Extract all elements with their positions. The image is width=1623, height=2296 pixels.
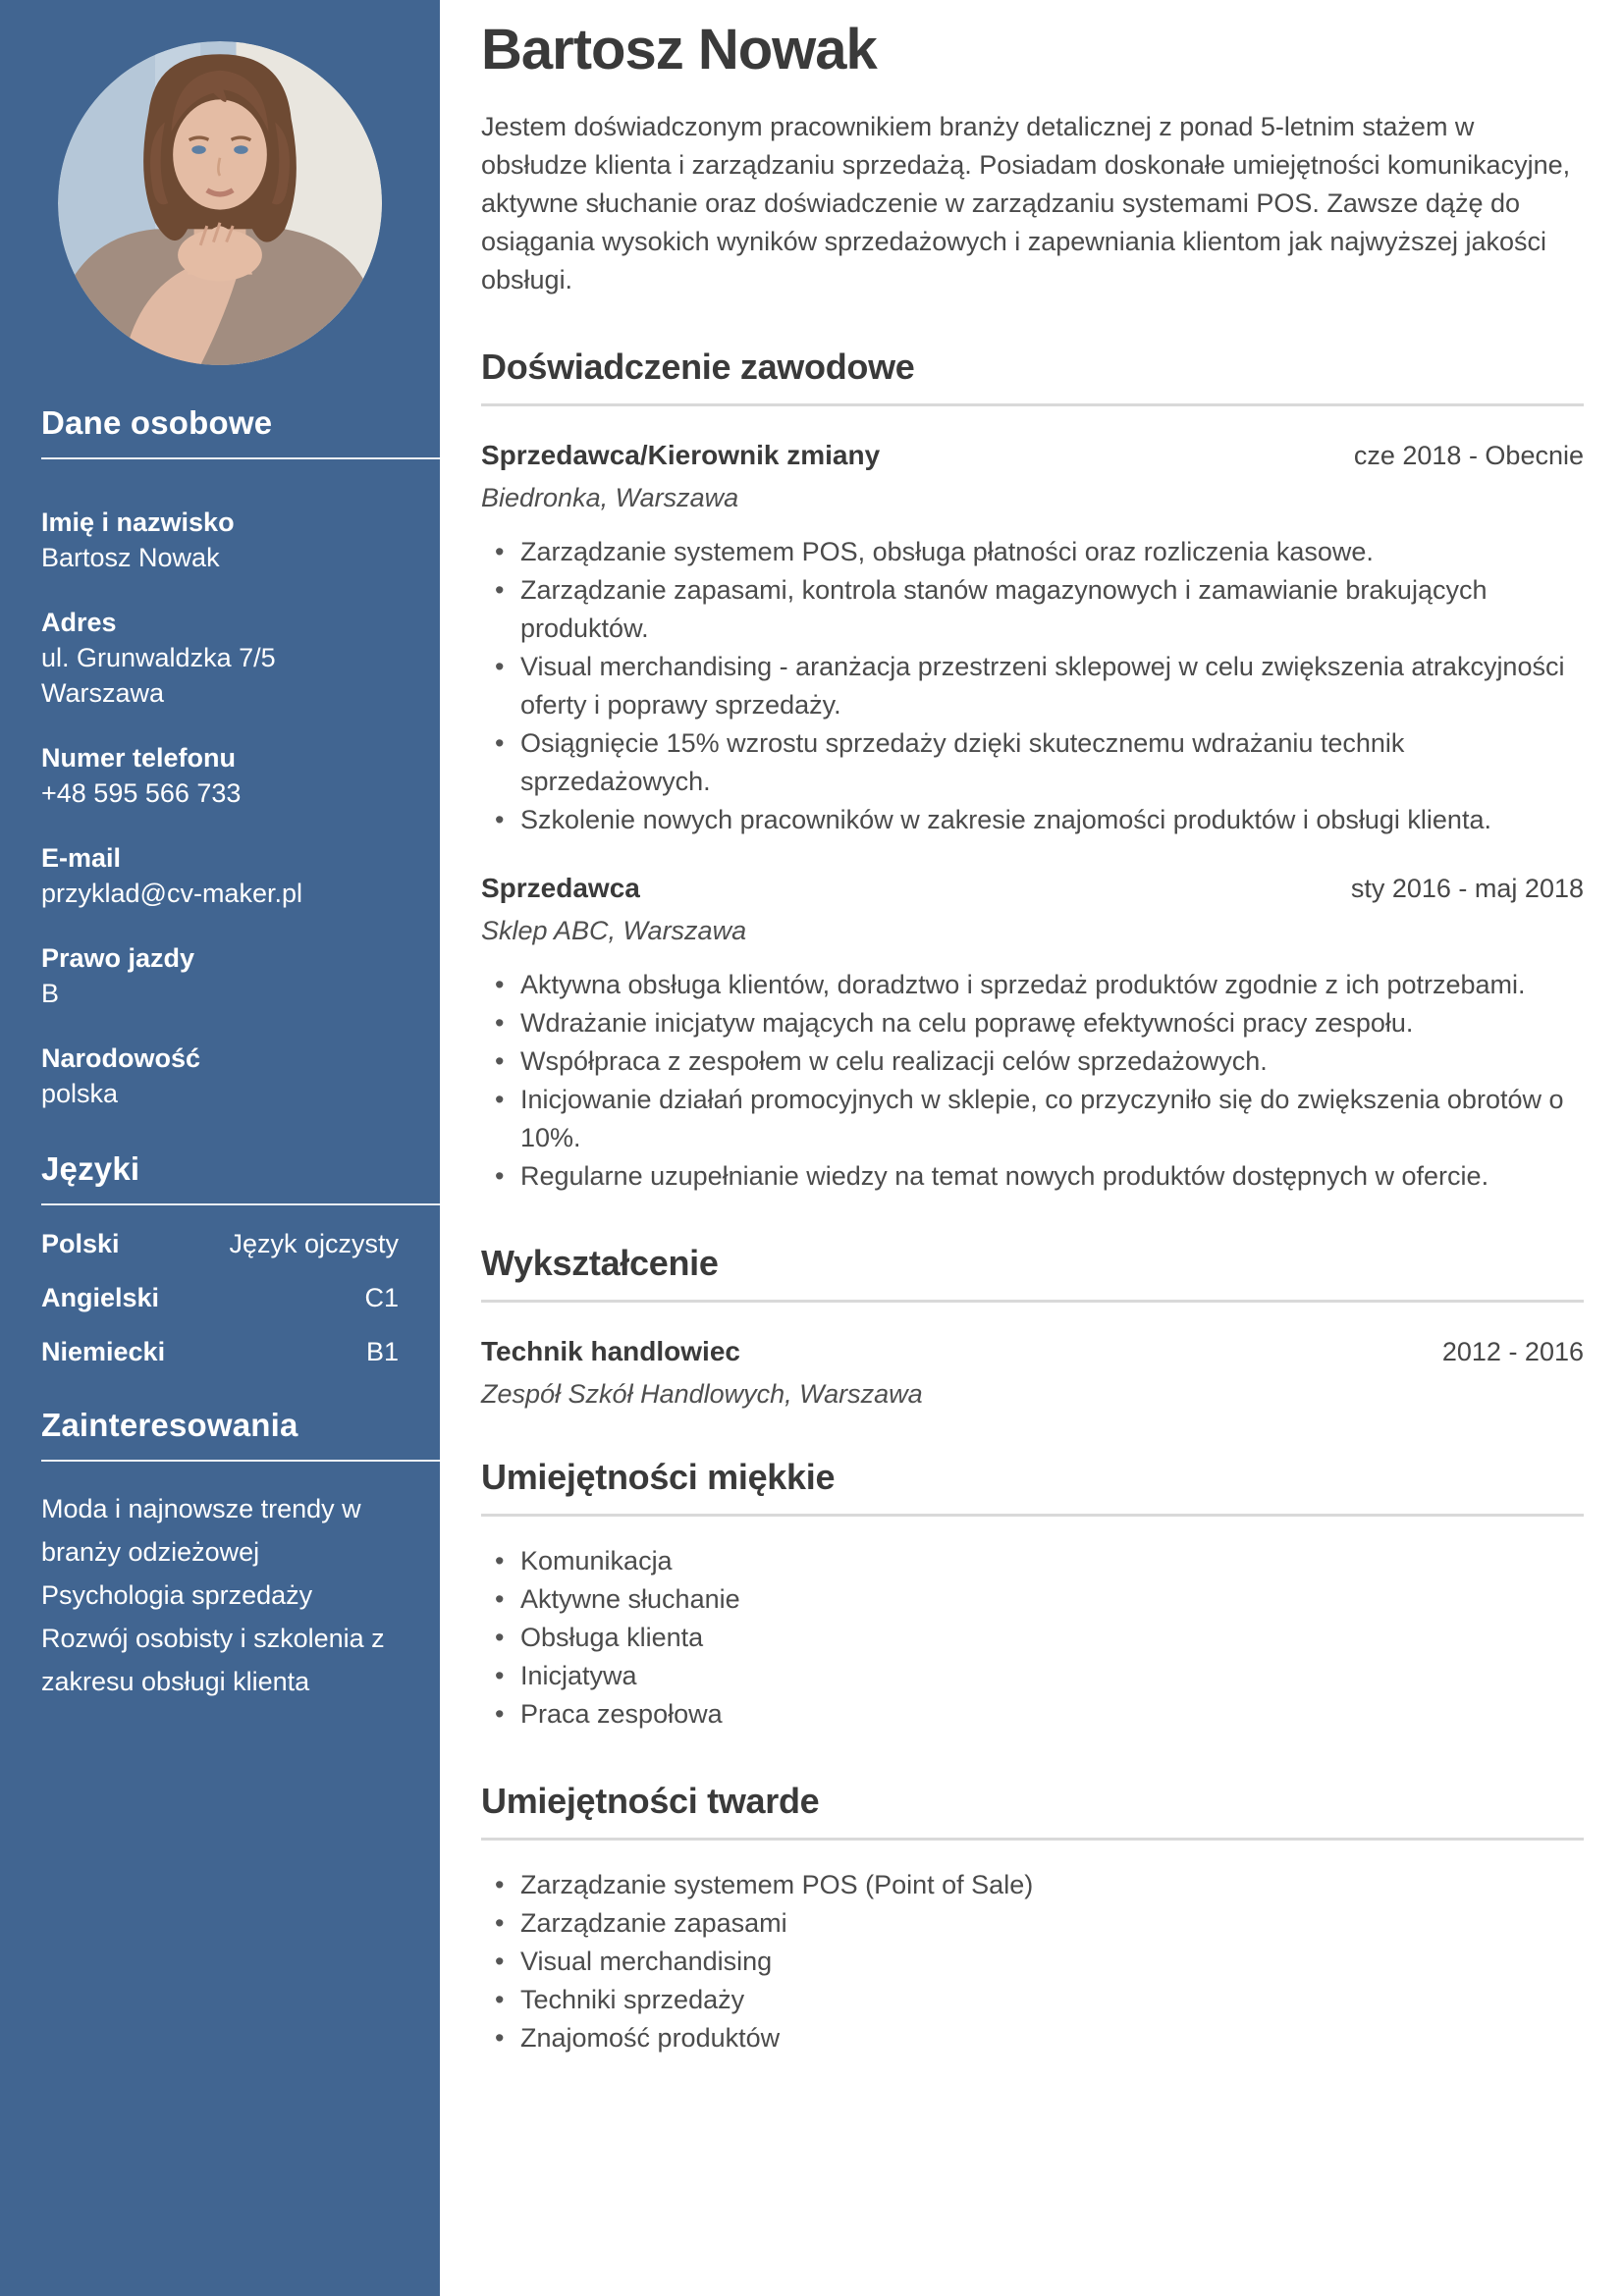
personal-field-phone xyxy=(41,740,399,811)
hard-skills-list xyxy=(481,1866,1584,2057)
hard-skill-item: • Zarządzanie zapasami xyxy=(481,1904,1584,1943)
field-label: Narodowość xyxy=(41,1043,201,1073)
job-header xyxy=(481,440,1584,471)
interests-list xyxy=(41,1487,399,1703)
hard-skill-item: • Zarządzanie systemem POS (Point of Sale) xyxy=(481,1866,1584,1904)
interest-item: Rozwój osobisty i szkolenia z zakresu obsługi klienta xyxy=(41,1624,385,1696)
job-dates: cze 2018 - Obecnie xyxy=(1353,441,1584,470)
language-row xyxy=(41,1229,399,1259)
interest-item: Psychologia sprzedaży xyxy=(41,1580,313,1610)
section-divider xyxy=(481,403,1584,406)
field-value: Warszawa xyxy=(41,678,165,708)
profile-photo xyxy=(58,41,382,365)
language-name: Polski xyxy=(41,1229,120,1258)
main-column xyxy=(440,0,1623,2057)
personal-field-address xyxy=(41,605,399,711)
language-name: Niemiecki xyxy=(41,1337,166,1366)
sidebar xyxy=(0,0,440,2296)
language-level: B1 xyxy=(365,1337,399,1366)
soft-skill-item: • Komunikacja xyxy=(481,1542,1584,1580)
field-value: +48 595 566 733 xyxy=(41,778,242,808)
personal-section-title: Dane osobowe xyxy=(41,404,273,441)
job-bullet: • Wdrażanie inicjatyw mających na celu poprawę efektywności pracy zespołu. xyxy=(481,1004,1584,1042)
hard-skills-section xyxy=(481,1781,1584,2057)
soft-skill-item: • Obsługa klienta xyxy=(481,1619,1584,1657)
sidebar-divider xyxy=(41,457,440,459)
personal-field-email xyxy=(41,840,399,911)
personal-field-name xyxy=(41,505,399,575)
section-divider xyxy=(481,1300,1584,1303)
job-bullet: • Współpraca z zespołem w celu realizacji celów sprzedażowych. xyxy=(481,1042,1584,1081)
interest-item: Moda i najnowsze trendy w branży odzieżowej xyxy=(41,1494,361,1567)
section-divider xyxy=(481,1838,1584,1841)
profile-photo-illustration xyxy=(58,41,382,365)
education-school: Zespół Szkół Handlowych, Warszawa xyxy=(481,1379,923,1409)
soft-skills-section-title: Umiejętności miękkie xyxy=(481,1457,836,1497)
job-entry xyxy=(481,873,1584,1196)
language-row xyxy=(41,1283,399,1313)
job-role: Sprzedawca/Kierownik zmiany xyxy=(481,440,881,470)
field-label: Imię i nazwisko xyxy=(41,507,235,537)
field-label: Numer telefonu xyxy=(41,743,237,773)
field-value: B xyxy=(41,979,60,1008)
experience-section xyxy=(481,347,1584,1196)
field-value: ul. Grunwaldzka 7/5 xyxy=(41,643,276,672)
soft-skills-section xyxy=(481,1457,1584,1734)
sidebar-divider xyxy=(41,1460,440,1462)
job-dates: sty 2016 - maj 2018 xyxy=(1350,874,1584,903)
field-label: E-mail xyxy=(41,843,122,873)
languages-section-title: Języki xyxy=(41,1150,140,1187)
sidebar-content xyxy=(0,404,440,1703)
page-title: Bartosz Nowak xyxy=(481,18,877,81)
education-dates: 2012 - 2016 xyxy=(1441,1337,1584,1366)
section-divider xyxy=(481,1514,1584,1517)
soft-skill-item: • Inicjatywa xyxy=(481,1657,1584,1695)
soft-skills-list xyxy=(481,1542,1584,1734)
sidebar-divider xyxy=(41,1203,440,1205)
job-bullet-list xyxy=(481,533,1584,839)
job-bullet: • Szkolenie nowych pracowników w zakresie znajomości produktów i obsługi klienta. xyxy=(481,801,1584,839)
field-label: Adres xyxy=(41,608,117,637)
field-value: polska xyxy=(41,1079,119,1108)
field-value: przyklad@cv-maker.pl xyxy=(41,879,302,908)
soft-skill-item: • Aktywne słuchanie xyxy=(481,1580,1584,1619)
job-bullet: • Aktywna obsługa klientów, doradztwo i sprzedaż produktów zgodnie z ich potrzebami. xyxy=(481,966,1584,1004)
hard-skill-item: • Techniki sprzedaży xyxy=(481,1981,1584,2019)
job-bullet: • Visual merchandising - aranżacja przestrzeni sklepowej w celu zwiększenia atrakcyjności oferty i poprawy sprzedaży. xyxy=(481,648,1584,724)
education-header xyxy=(481,1336,1584,1367)
hard-skill-item: • Znajomość produktów xyxy=(481,2019,1584,2057)
field-label: Prawo jazdy xyxy=(41,943,195,973)
personal-field-nationality xyxy=(41,1041,399,1111)
hard-skills-section-title: Umiejętności twarde xyxy=(481,1781,820,1821)
job-header xyxy=(481,873,1584,904)
education-section xyxy=(481,1243,1584,1410)
job-company: Biedronka, Warszawa xyxy=(481,483,739,512)
job-role: Sprzedawca xyxy=(481,873,640,903)
job-bullet: • Zarządzanie systemem POS, obsługa płatności oraz rozliczenia kasowe. xyxy=(481,533,1584,571)
job-company: Sklep ABC, Warszawa xyxy=(481,916,747,945)
job-bullet: • Osiągnięcie 15% wzrostu sprzedaży dzięki skutecznemu wdrażaniu technik sprzedażowych. xyxy=(481,724,1584,801)
language-name: Angielski xyxy=(41,1283,160,1312)
education-degree: Technik handlowiec xyxy=(481,1336,740,1366)
job-bullet: • Zarządzanie zapasami, kontrola stanów magazynowych i zamawianie brakujących produktów. xyxy=(481,571,1584,648)
education-entry xyxy=(481,1336,1584,1410)
job-entry xyxy=(481,440,1584,839)
education-section-title: Wykształcenie xyxy=(481,1243,719,1283)
language-level: Język ojczysty xyxy=(229,1229,399,1258)
experience-section-title: Doświadczenie zawodowe xyxy=(481,347,915,387)
soft-skill-item: • Praca zespołowa xyxy=(481,1695,1584,1734)
language-row xyxy=(41,1337,399,1367)
hard-skill-item: • Visual merchandising xyxy=(481,1943,1584,1981)
profile-summary: Jestem doświadczonym pracownikiem branży detalicznej z ponad 5-letnim stażem w obsłudze klienta i zarządzaniu sprzedażą. Posiadam doskonałe umiejętności komunikacyjne, aktywne słuchanie oraz doświadczenie w zarządzaniu systemami POS. Zawsze dążę do osiągania wysokich wyników sprzedażowych i zapewniania klientom jak najwyższej jakości obsługi. xyxy=(481,112,1571,294)
languages-list xyxy=(41,1229,399,1367)
personal-field-driving-license xyxy=(41,940,399,1011)
field-value: Bartosz Nowak xyxy=(41,543,220,572)
job-bullet: • Inicjowanie działań promocyjnych w sklepie, co przyczyniło się do zwiększenia obrotów o 10%. xyxy=(481,1081,1584,1157)
language-level: C1 xyxy=(364,1283,399,1312)
interests-section-title: Zainteresowania xyxy=(41,1407,298,1443)
job-bullet: • Regularne uzupełnianie wiedzy na temat nowych produktów dostępnych w ofercie. xyxy=(481,1157,1584,1196)
job-bullet-list xyxy=(481,966,1584,1196)
